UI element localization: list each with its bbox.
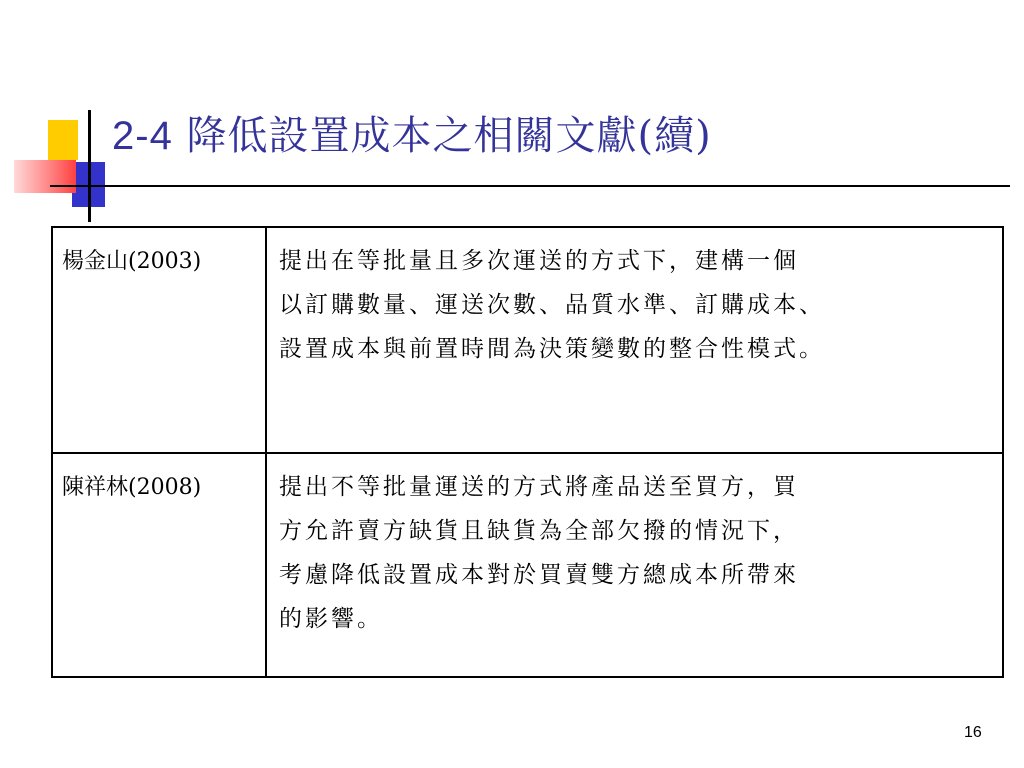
description-line: 以訂購數量、運送次數、品質水準、訂購成本、 [279,292,825,318]
title-underline [50,185,1010,187]
description-cell [266,227,1003,453]
description-line: 提出在等批量且多次運送的方式下，建構一個 [279,248,799,274]
description-cell [266,453,1003,677]
ornament-yellow-square [48,120,78,160]
ornament-vertical-line [88,110,91,222]
description-line: 方允許賣方缺貨且缺貨為全部欠撥的情況下， [279,518,799,544]
description-line: 設置成本與前置時間為決策變數的整合性模式。 [279,336,825,362]
table-row [52,453,1003,677]
table-row [52,227,1003,453]
description-line: 的影響。 [279,606,383,632]
author-cell: 楊金山(2003) [52,227,266,453]
description-line: 考慮降低設置成本對於買賣雙方總成本所帶來 [279,562,799,588]
description-line: 提出不等批量運送的方式將產品送至買方，買 [279,474,799,500]
author-cell: 陳祥林(2008) [52,453,266,677]
ornament-red-bar [14,160,76,193]
slide-title-number: 2-4 [112,114,173,158]
slide-title-text: 降低設置成本之相關文獻(續) [172,113,712,159]
slide-title [112,112,712,160]
page-number: 16 [964,724,982,741]
literature-table [51,226,1004,678]
